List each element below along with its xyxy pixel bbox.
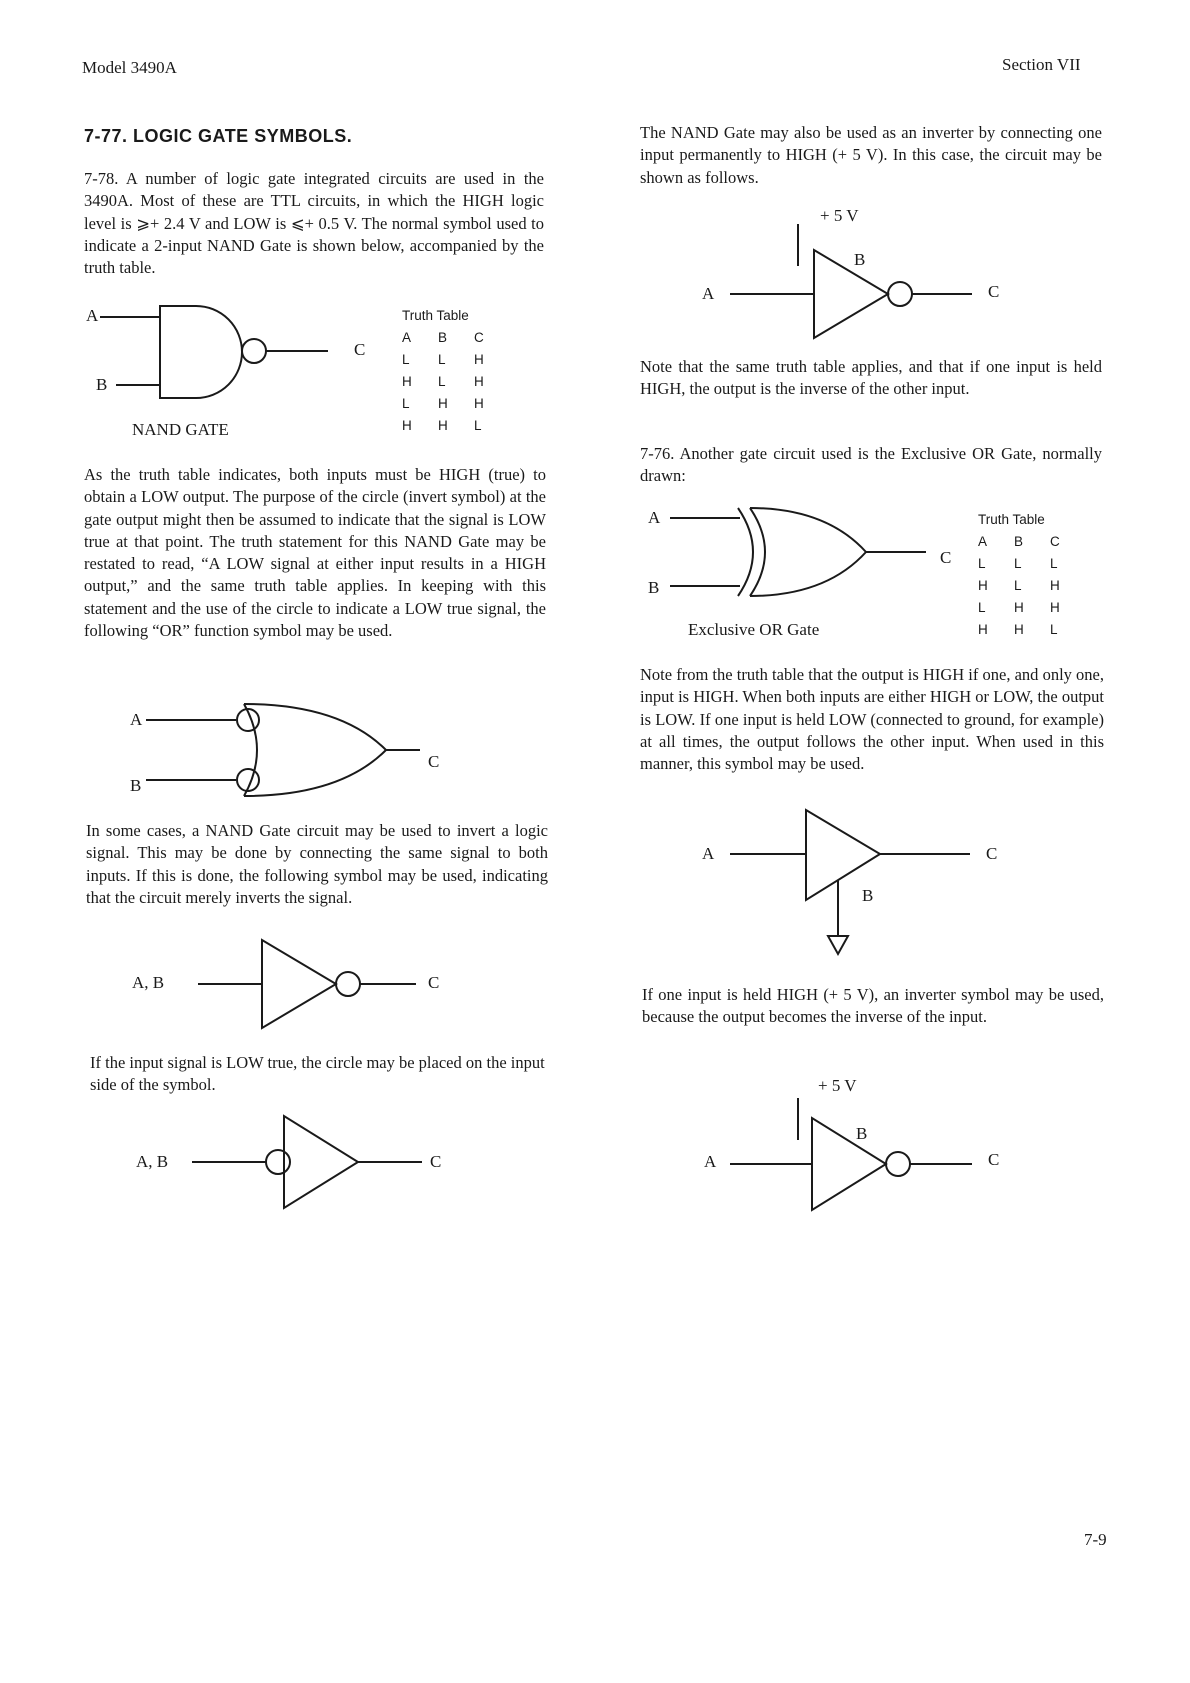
paragraph-low-true: If the input signal is LOW true, the circle may be placed on the input side of the symbol.	[90, 1053, 545, 1095]
xor-caption: Exclusive OR Gate	[688, 620, 820, 639]
nand-caption: NAND GATE	[132, 420, 229, 439]
truth-header: B	[1014, 533, 1024, 549]
truth-cell: L	[402, 351, 410, 367]
truth-cell: L	[438, 351, 446, 367]
paragraph-7-78: 7-78. A number of logic gate integrated circuits are used in the 3490A. Most of these are TTL circuits, in which the HIGH logic level is ⩾+ 2.4 V and LOW is ⩽+ 0.5 V. The normal symbol used to indicate a 2-input NAND Gate is shown below, accompanied by the truth table.	[84, 169, 544, 278]
truth-cell: L	[978, 599, 986, 615]
header-model: Model 3490A	[82, 58, 177, 77]
page-number: 7-9	[1084, 1530, 1107, 1549]
buffer-grounded-symbol	[702, 808, 1002, 968]
fig2-input-b: B	[862, 886, 874, 905]
or-input-a: A	[130, 710, 143, 729]
truth-cell: H	[402, 417, 412, 433]
truth-cell: L	[474, 417, 482, 433]
high-input-inverter-figure	[704, 1074, 1004, 1224]
fig1-input-b: B	[854, 250, 866, 269]
high-input-inverter-symbol	[704, 1074, 1004, 1224]
fig1-input-a: A	[702, 284, 715, 303]
or-gate-figure	[130, 700, 450, 800]
truth-cell: H	[438, 395, 448, 411]
truth-table-title: Truth Table	[402, 308, 469, 323]
truth-cell: L	[1050, 621, 1058, 637]
fig3-voltage: + 5 V	[818, 1076, 857, 1095]
truth-cell: L	[1050, 555, 1058, 571]
nand-input-b: B	[96, 375, 108, 394]
truth-header: A	[402, 329, 412, 345]
truth-header: C	[474, 329, 484, 345]
fig1-output-c: C	[988, 282, 1000, 301]
truth-cell: H	[474, 373, 484, 389]
fig3-input-a: A	[704, 1152, 717, 1171]
fig3-input-b: B	[856, 1124, 868, 1143]
inverter-output-label: C	[428, 973, 440, 992]
paragraph-same-truth-table: Note that the same truth table applies, and that if one input is held HIGH, the output is the inverse of the other input.	[640, 357, 1102, 399]
truth-cell: H	[474, 351, 484, 367]
truth-cell: H	[1014, 599, 1024, 615]
truth-cell: H	[978, 577, 988, 593]
paragraph-nand-inverter: The NAND Gate may also be used as an inverter by connecting one input permanently to HIGH (+ 5 V). In this case, the circuit may be shown as follows.	[640, 123, 1102, 187]
or-input-b: B	[130, 776, 142, 795]
nand-inverter-figure	[702, 202, 1002, 352]
paragraph-inverter-high: If one input is held HIGH (+ 5 V), an inverter symbol may be used, because the output becomes the inverse of the input.	[642, 985, 1104, 1027]
truth-cell: H	[474, 395, 484, 411]
truth-cell: H	[438, 417, 448, 433]
truth-cell: L	[438, 373, 446, 389]
header-section: Section VII	[1002, 55, 1081, 74]
xor-output-c: C	[940, 548, 952, 567]
fig3-output-c: C	[988, 1150, 1000, 1169]
or-output-c: C	[428, 752, 440, 771]
xor-truth-table-title: Truth Table	[978, 512, 1045, 527]
truth-header: B	[438, 329, 448, 345]
grounded-input-figure	[702, 808, 1002, 968]
inverter-input-label: A, B	[132, 973, 165, 992]
inverter-input-circle-figure	[136, 1116, 466, 1206]
inverter-output-circle-figure	[132, 940, 462, 1030]
fig2-output-c: C	[986, 844, 998, 863]
xor-input-b: B	[648, 578, 660, 597]
nand-input-a: A	[86, 306, 99, 325]
paragraph-inverter: In some cases, a NAND Gate circuit may be used to invert a logic signal. This may be done by connecting the same signal to both inputs. If this is done, the following symbol may be used, indicating that the circuit merely inverts the signal.	[86, 821, 548, 907]
truth-cell: L	[978, 555, 986, 571]
truth-header: C	[1050, 533, 1060, 549]
nand-output-c: C	[354, 340, 366, 359]
nand-gate-figure	[86, 300, 406, 450]
inverter-symbol	[132, 940, 462, 1030]
xor-truth-table	[978, 512, 1086, 640]
xor-input-a: A	[648, 508, 661, 527]
or-gate-inverted-inputs-symbol	[130, 700, 450, 800]
section-heading: 7-77. LOGIC GATE SYMBOLS.	[84, 126, 353, 146]
xor-gate-figure	[648, 506, 968, 646]
truth-header: A	[978, 533, 988, 549]
inverter2-output-label: C	[430, 1152, 442, 1171]
paragraph-nand-explanation: As the truth table indicates, both inputs must be HIGH (true) to obtain a LOW output. The purpose of the circle (invert symbol) at the gate output might then be assumed to indicate that the signal is LOW true at that point. The truth statement for this NAND Gate may be restated to read, “A LOW signal at either input results in a HIGH output,” and the same truth table applies. In keeping with this statement and the use of the circle to indicate a LOW true signal, the following “OR” function symbol may be used.	[84, 465, 546, 641]
truth-cell: L	[1014, 577, 1022, 593]
truth-cell: H	[1050, 577, 1060, 593]
truth-cell: H	[1014, 621, 1024, 637]
truth-cell: L	[402, 395, 410, 411]
inverter2-input-label: A, B	[136, 1152, 169, 1171]
truth-cell: H	[1050, 599, 1060, 615]
truth-cell: H	[402, 373, 412, 389]
nand-truth-table	[402, 308, 510, 436]
fig1-voltage: + 5 V	[820, 206, 859, 225]
fig2-input-a: A	[702, 844, 715, 863]
truth-cell: H	[978, 621, 988, 637]
paragraph-xor-explanation: Note from the truth table that the output is HIGH if one, and only one, input is HIGH. When both inputs are either HIGH or LOW, the output is LOW. If one input is held LOW (connected to ground, for example) at all times, the output follows the other input. When used in this manner, this symbol may be used.	[640, 665, 1104, 774]
truth-cell: L	[1014, 555, 1022, 571]
paragraph-7-76: 7-76. Another gate circuit used is the Exclusive OR Gate, normally drawn:	[640, 444, 1102, 486]
inverter-symbol-input-circle	[136, 1116, 466, 1206]
